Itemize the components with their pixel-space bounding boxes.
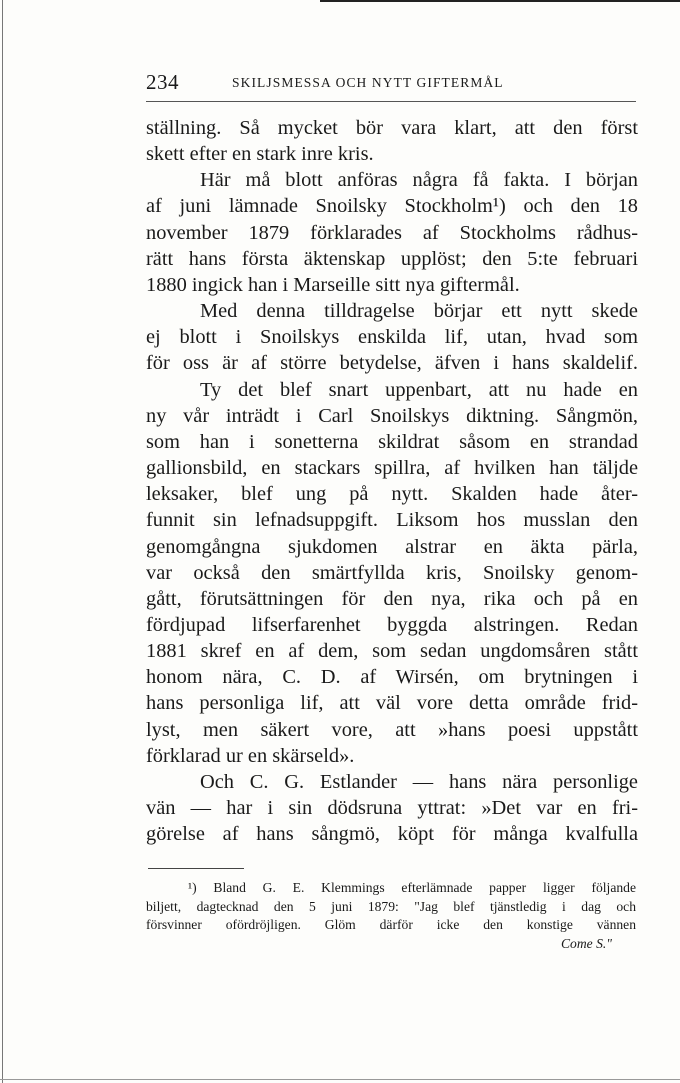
text-line: Ty det blef snart uppenbart, att nu hade en: [200, 378, 638, 401]
body-text: [146, 115, 638, 847]
text-line: vän — har i sin dödsruna yttrat: »Det var en fri-: [146, 797, 638, 820]
text-line: leksaker, blef ung på nytt. Skalden hade åter-: [146, 483, 638, 506]
page-edge-left: [2, 0, 3, 1083]
text-line: förklarad ur en skärseld».: [146, 744, 355, 767]
text-line: Med denna tilldragelse börjar ett nytt skede: [200, 300, 638, 323]
text-line: gått, förutsättningen för den nya, rika och på en: [146, 587, 638, 610]
text-line: lyst, men säkert vore, att »hans poesi uppstått: [146, 718, 638, 741]
text-line: ställning. Så mycket bör vara klart, att den först: [146, 117, 638, 139]
text-line: hans personliga lif, att väl vore detta område frid-: [146, 692, 638, 715]
text-line: funnit sin lefnadsuppgift. Liksom hos musslan den: [146, 509, 638, 532]
page-edge-top: [320, 0, 680, 2]
text-line: skett efter en stark inre kris.: [146, 143, 374, 166]
footnote-line: biljett, dagtecknad den 5 juni 1879: "Jag blef tjänstledig i dag och: [146, 898, 636, 914]
running-title: SKILJSMESSA OCH NYTT GIFTERMÅL: [232, 75, 504, 90]
page-number: 234: [146, 70, 179, 94]
text-line: 1881 skref en af dem, som sedan ungdomsåren stått: [146, 640, 638, 663]
text-line: november 1879 förklarades af Stockholms rådhus-: [146, 221, 638, 244]
text-line: för oss är af större betydelse, äfven i hans skaldelif.: [146, 352, 638, 375]
text-line: rätt hans första äktenskap upplöst; den 5:te februari: [146, 247, 638, 270]
text-line: var också den smärtfyllda kris, Snoilsky genom-: [146, 561, 638, 584]
footnote: [146, 879, 636, 953]
text-line: genomgångna sjukdomen alstrar en äkta pärla,: [146, 535, 638, 558]
footnote-line: försvinner ofördröjligen. Glöm därför icke den konstige vännen: [146, 917, 636, 932]
text-line: Här må blott anföras några få fakta. I början: [200, 169, 638, 192]
text-line: 1880 ingick han i Marseille sitt nya giftermål.: [146, 273, 520, 296]
text-line: ej blott i Snoilskys enskilda lif, utan, hvad som: [146, 326, 638, 349]
text-line: ny vår inträdt i Carl Snoilskys diktning. Sångmön,: [146, 404, 638, 427]
text-line: fördjupad lifserfarenhet byggda alstringen. Redan: [146, 613, 638, 636]
text-line: görelse af hans sångmö, köpt för många kvalfulla: [146, 823, 638, 846]
footnote-signature: Come S.": [560, 935, 612, 951]
text-line: honom nära, C. D. af Wirsén, om brytningen i: [146, 666, 638, 689]
text-line: gallionsbild, en stackars spillra, af hvilken han täljde: [146, 457, 638, 480]
text-line: som han i sonetterna skildrat såsom en strandad: [146, 430, 638, 453]
page-header: [146, 70, 636, 94]
page-edge-bottom: [0, 1079, 680, 1080]
footnote-rule: [148, 868, 244, 869]
text-line: af juni lämnade Snoilsky Stockholm¹) och den 18: [146, 195, 638, 218]
footnote-line: ¹) Bland G. E. Klemmings efterlämnade papper ligger följande: [188, 880, 636, 895]
header-rule: [146, 101, 636, 102]
text-line: Och C. G. Estlander — hans nära personlige: [200, 770, 638, 793]
